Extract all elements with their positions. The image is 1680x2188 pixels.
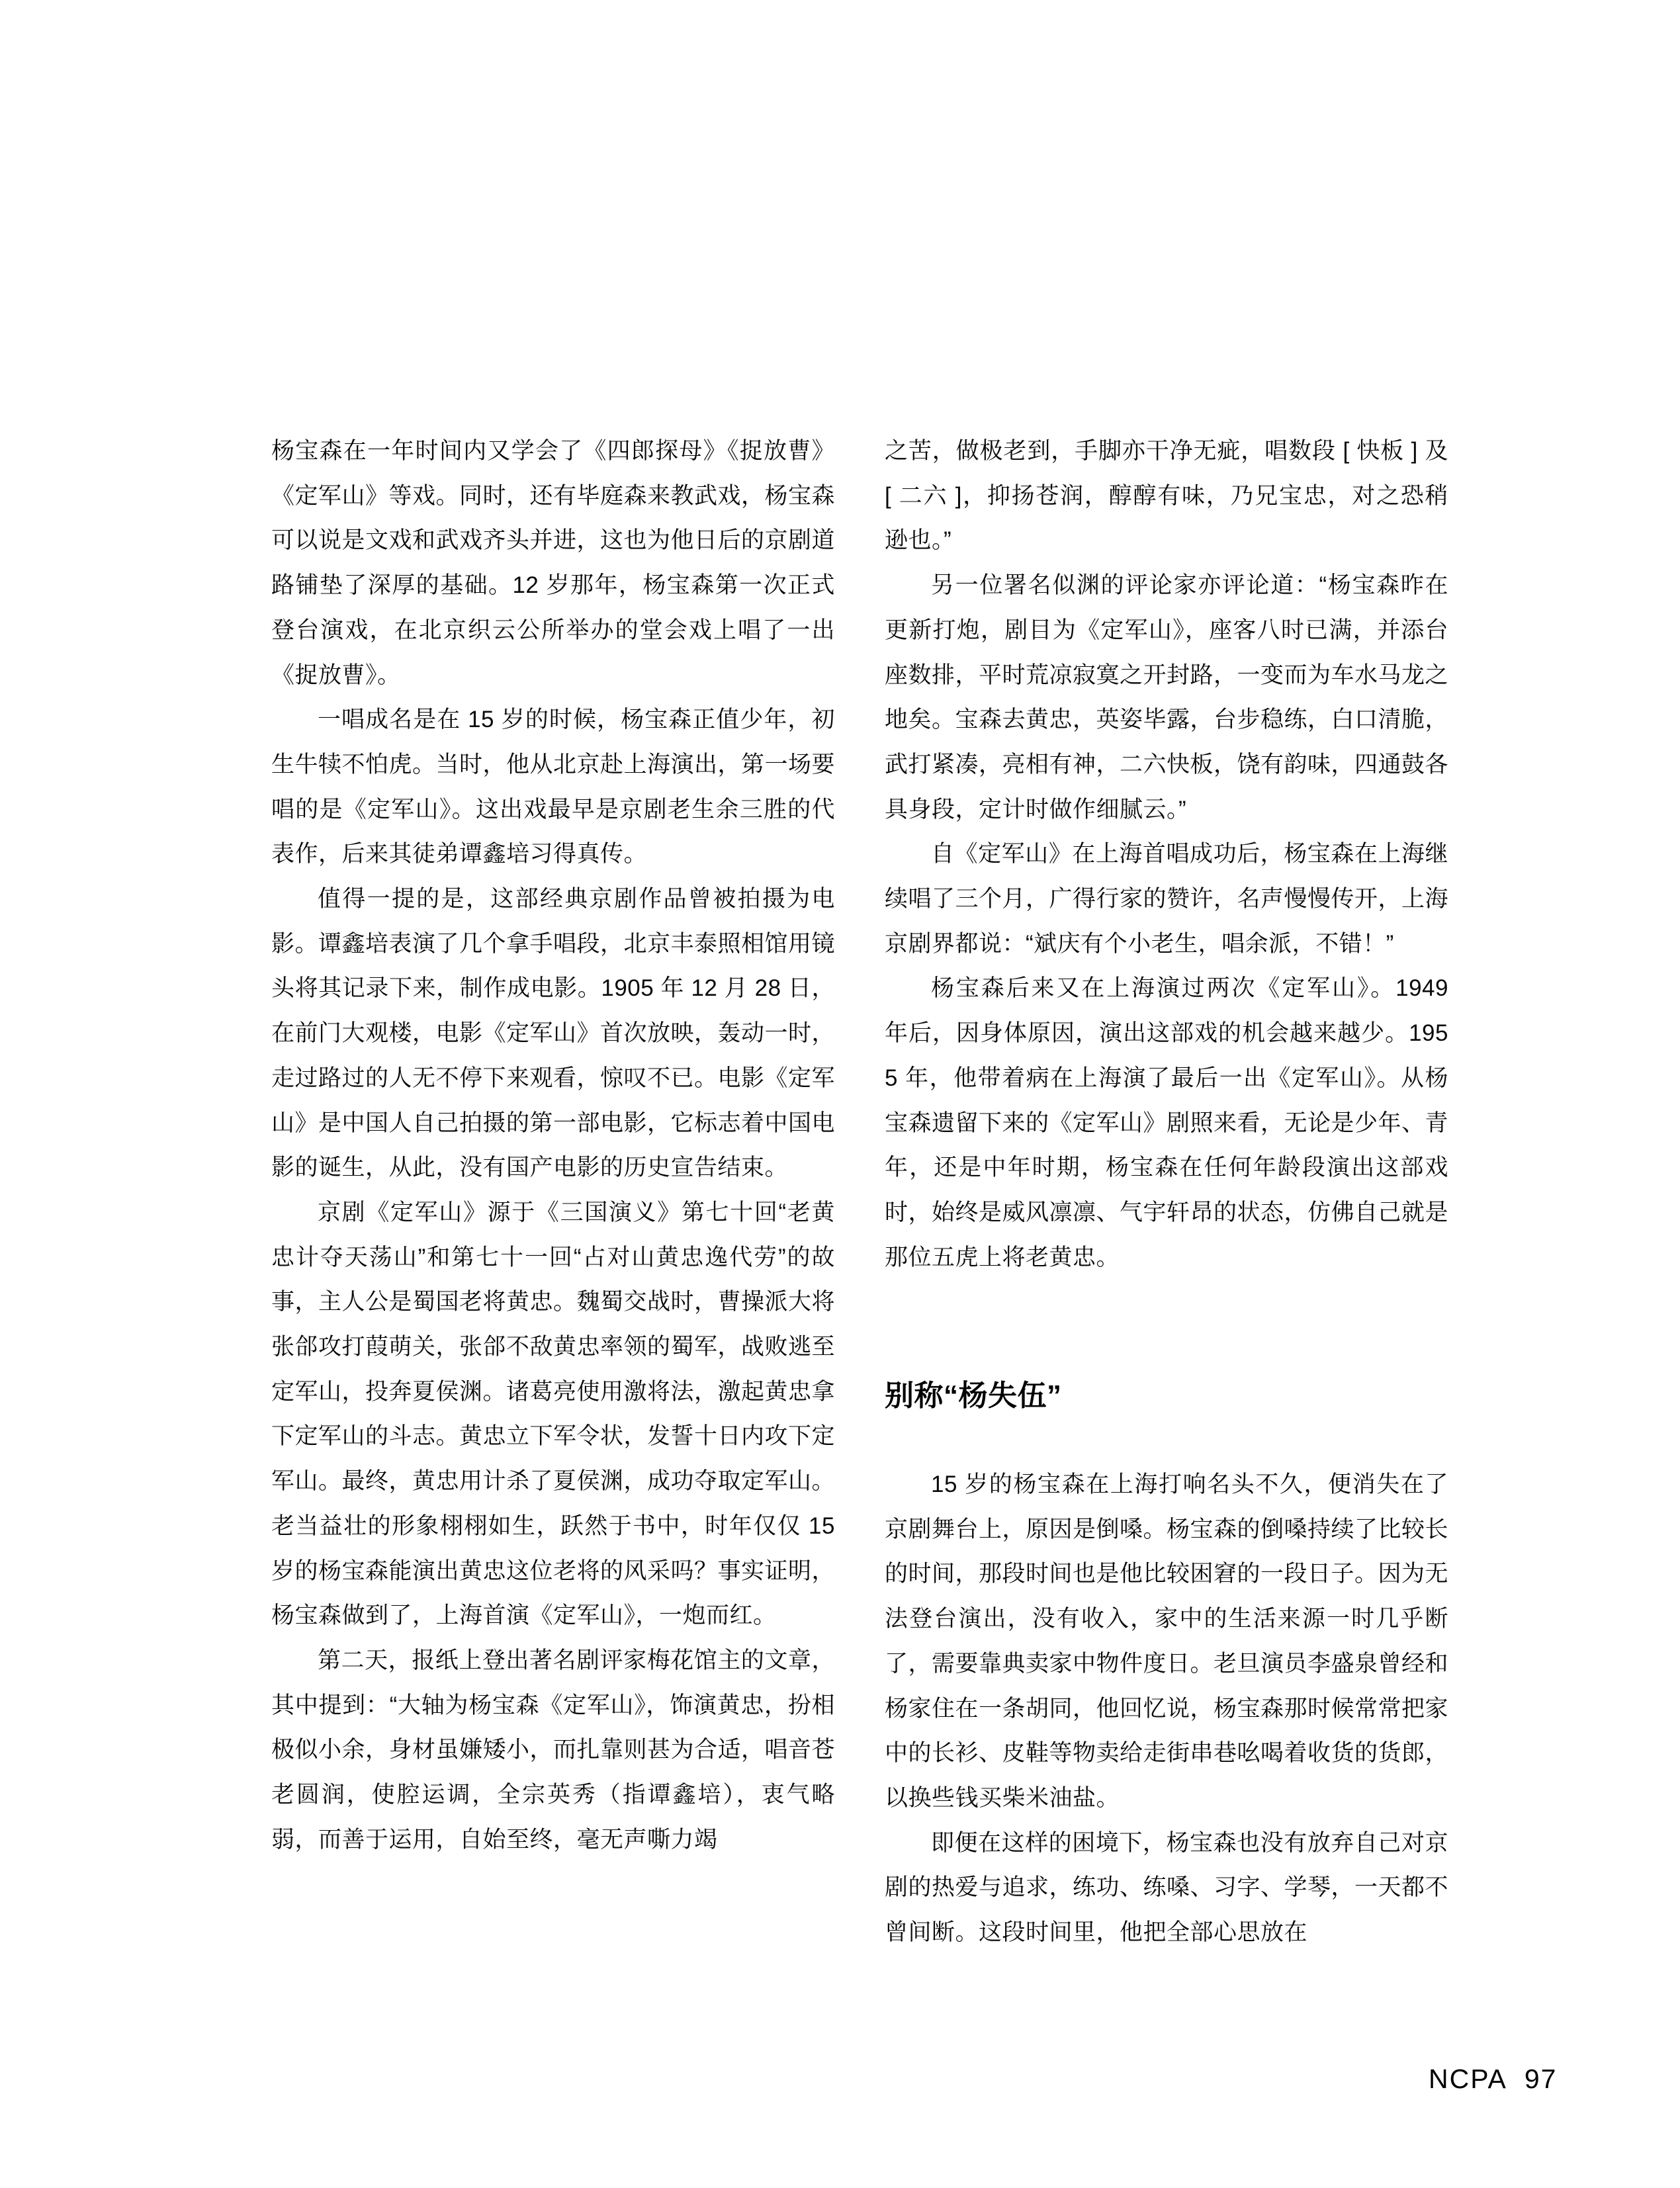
body-paragraph: 京剧《定军山》源于《三国演义》第七十回“老黄忠计夺天荡山”和第七十一回“占对山黄忠逸代劳”的故事，主人公是蜀国老将黄忠。魏蜀交战时，曹操派大将张郃攻打葭萌关，张郃不敌黄忠率领的蜀军，战败逃至定军山，投奔夏侯渊。诸葛亮使用激将法，激起黄忠拿下定军山的斗志。黄忠立下军令状，发誓十日内攻下定军山。最终，黄忠用计杀了夏侯渊，成功夺取定军山。老当益壮的形象栩栩如生，跃然于书中，时年仅仅 15 岁的杨宝森能演出黄忠这位老将的风采吗？事实证明，杨宝森做到了，上海首演《定军山》，一炮而红。 xyxy=(271,1199,836,1629)
body-paragraph: 即便在这样的困境下，杨宝森也没有放弃自己对京剧的热爱与追求，练功、练嗓、习字、学琴，一天都不曾间断。这段时间里，他把全部心思放在 xyxy=(885,1829,1449,1946)
body-paragraph: 值得一提的是，这部经典京剧作品曾被拍摄为电影。谭鑫培表演了几个拿手唱段，北京丰泰照相馆用镜头将其记录下来，制作成电影。1905 年 12 月 28 日，在前门大观楼，电影《定军山》首次放映，轰动一时，走过路过的人无不停下来观看，惊叹不已。电影《定军山》是中国人自己拍摄的第一部电影，它标志着中国电影的诞生，从此，没有国产电影的历史宣告结束。 xyxy=(271,886,836,1181)
page-number: 97 xyxy=(1524,2064,1558,2094)
body-paragraph: 之苦，做极老到，手脚亦干净无疵，唱数段 [ 快板 ] 及 [ 二六 ]，抑扬苍润，醇醇有味，乃兄宝忠，对之恐稍逊也。” xyxy=(885,438,1448,554)
page-footer xyxy=(1429,2063,1557,2095)
right-column xyxy=(885,429,1448,1955)
body-paragraph: 一唱成名是在 15 岁的时候，杨宝森正值少年，初生牛犊不怕虎。当时，他从北京赴上海演出，第一场要唱的是《定军山》。这出戏最早是京剧老生余三胜的代表作，后来其徒弟谭鑫培习得真传。 xyxy=(271,707,836,867)
body-paragraph: 15 岁的杨宝森在上海打响名头不久，便消失在了京剧舞台上，原因是倒嗓。杨宝森的倒嗓持续了比较长的时间，那段时间也是他比较困窘的一段日子。因为无法登台演出，没有收入，家中的生活来源一时几乎断了，需要靠典卖家中物件度日。老旦演员李盛泉曾经和杨家住在一条胡同，他回忆说，杨宝森那时候常常把家中的长衫、皮鞋等物卖给走街串巷吆喝着收货的货郎，以换些钱买柴米油盐。 xyxy=(885,1471,1449,1811)
body-paragraph: 第二天，报纸上登出著名剧评家梅花馆主的文章，其中提到：“大轴为杨宝森《定军山》，饰演黄忠，扮相极似小余，身材虽嫌矮小，而扎靠则甚为合适，唱音苍老圆润，使腔运调，全宗英秀（指谭鑫培），衷气略弱，而善于运用，自始至终，毫无声嘶力竭 xyxy=(271,1647,836,1853)
section-heading: 别称“杨失伍” xyxy=(885,1379,1062,1413)
journal-label: NCPA xyxy=(1429,2064,1507,2094)
body-paragraph: 杨宝森在一年时间内又学会了《四郎探母》《捉放曹》《定军山》等戏。同时，还有毕庭森来教武戏，杨宝森可以说是文戏和武戏齐头并进，这也为他日后的京剧道路铺垫了深厚的基础。12 岁那年，杨宝森第一次正式登台演戏，在北京织云公所举办的堂会戏上唱了一出《捉放曹》。 xyxy=(271,438,836,688)
left-column xyxy=(271,429,835,1862)
body-paragraph: 另一位署名似渊的评论家亦评论道：“杨宝森昨在更新打炮，剧目为《定军山》，座客八时已满，并添台座数排，平时荒凉寂寞之开封路，一变而为车水马龙之地矣。宝森去黄忠，英姿毕露，台步稳练，白口清脆，武打紧凑，亮相有神，二六快板，饶有韵味，四通鼓各具身段，定计时做作细腻云。” xyxy=(885,572,1449,822)
body-paragraph: 自《定军山》在上海首唱成功后，杨宝森在上海继续唱了三个月，广得行家的赞许，名声慢慢传开，上海京剧界都说：“斌庆有个小老生，唱余派，不错！” xyxy=(885,841,1449,957)
body-paragraph: 杨宝森后来又在上海演过两次《定军山》。1949 年后，因身体原因，演出这部戏的机会越来越少。1955 年，他带着病在上海演了最后一出《定军山》。从杨宝森遗留下来的《定军山》剧照来看，无论是少年、青年，还是中年时期，杨宝森在任何年龄段演出这部戏时，始终是威风凛凛、气宇轩昂的状态，仿佛自己就是那位五虎上将老黄忠。 xyxy=(885,975,1449,1270)
